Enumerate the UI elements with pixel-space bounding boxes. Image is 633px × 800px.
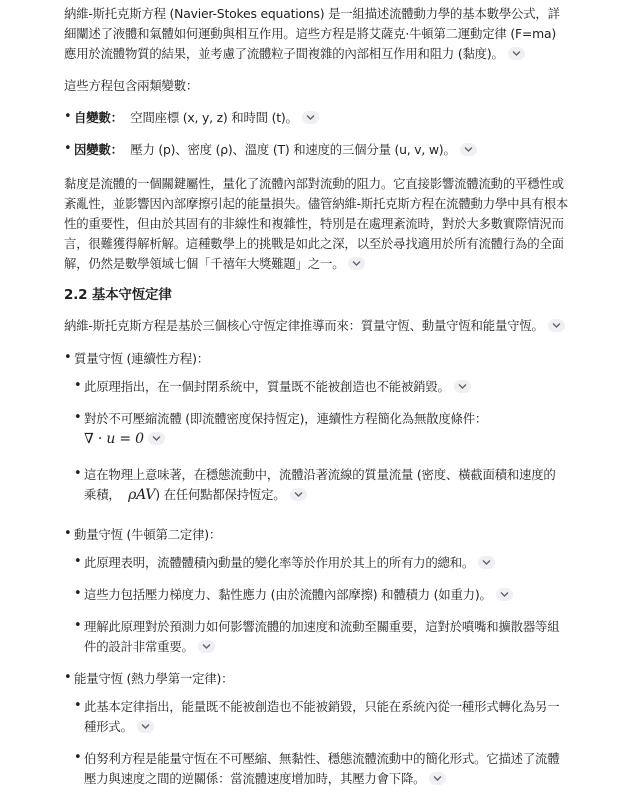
var-text: 空間座標 (x, y, z) 和時間 (t)。 xyxy=(130,110,298,125)
momentum-item xyxy=(84,585,566,605)
var-text: 壓力 (p)、密度 (ρ)、溫度 (T) 和速度的三個分量 (u, v, w)。 xyxy=(130,142,456,157)
conservation-intro xyxy=(64,316,570,336)
chevron-down-icon[interactable] xyxy=(548,319,565,332)
bullet-dot: • xyxy=(64,141,72,156)
var-key: 因變數： xyxy=(74,142,123,157)
var-key: 自變數： xyxy=(74,110,123,125)
bullet-dot: • xyxy=(64,109,72,124)
bullet-dot: • xyxy=(64,670,72,685)
mass-item-text: 此原理指出，在一個封閉系統中，質量既不能被創造也不能被銷毀。 xyxy=(84,379,450,394)
momentum-item-text: 這些力包括壓力梯度力、黏性應力 (由於流體內部摩擦) 和體積力 (如重力)。 xyxy=(84,587,492,602)
intro-text: 納維-斯托克斯方程 (Navier-Stokes equations) 是一組描述流體動力學的基本數學公式，詳細闡述了液體和氣體如何運動與相互作用。這些方程是將艾薩克·牛頓第二運動定律 (F=ma) 應用於流體物質的結果，並考慮了流體粒子間複雜的內部相互作用和阻力 (黏度)。 xyxy=(64,6,560,61)
intro-paragraph xyxy=(64,4,570,64)
momentum-item-text: 此原理表明，流體體積內動量的變化率等於作用於其上的所有力的總和。 xyxy=(84,555,475,570)
energy-item-text: 此基本定律指出，能量既不能被創造也不能被銷毀，只能在系統內從一種形式轉化為另一種形式。 xyxy=(84,699,560,734)
momentum-item-text: 理解此原理對於預測力如何影響流體的加速度和流動至關重要，這對於噴嘴和擴散器等組件的設計非常重要。 xyxy=(84,619,560,654)
independent-variables xyxy=(74,108,564,128)
bullet-dot: • xyxy=(74,750,82,765)
chevron-down-icon[interactable] xyxy=(148,432,165,445)
chevron-down-icon[interactable] xyxy=(496,588,513,601)
chevron-down-icon[interactable] xyxy=(302,111,319,124)
chevron-down-icon[interactable] xyxy=(478,556,495,569)
bullet-dot: • xyxy=(74,698,82,713)
variables-intro: 這些方程包含兩類變數： xyxy=(64,78,199,93)
bullet-dot: • xyxy=(74,554,82,569)
chevron-down-icon[interactable] xyxy=(508,47,525,60)
chevron-down-icon[interactable] xyxy=(454,380,471,393)
mass-item-text: 這在物理上意味著，在穩態流動中，流體沿著流線的質量流量 (密度、橫截面積和速度的乘積， xyxy=(84,467,556,502)
momentum-item xyxy=(84,553,566,573)
bullet-dot: • xyxy=(64,526,72,541)
mass-item-text: ) 在任何點都保持恆定。 xyxy=(155,487,286,502)
momentum-item xyxy=(84,617,566,657)
chevron-down-icon[interactable] xyxy=(348,257,365,270)
viscosity-text: 黏度是流體的一個關鍵屬性，量化了流體內部對流動的阻力。它直接影響流體流動的平穩性或紊亂性，並影響因內部摩擦引起的能量損失。儘管納維-斯托克斯方程在流體動力學中具有根本性的重要性，但由於其固有的非線性和複雜性，特別是在處理紊流時，對於大多數實際情況而言，很難獲得解析解。這種數學上的挑戰是如此之深，以至於尋找適用於所有流體行為的全面解，仍然是數學領域七個「千禧年大獎難題」之一。 xyxy=(64,176,569,271)
bullet-dot: • xyxy=(74,410,82,425)
dependent-variables xyxy=(74,140,564,160)
mass-flow-equation: ρAV xyxy=(128,487,156,503)
momentum-title: 動量守恆 (牛頓第二定律)： xyxy=(74,527,222,542)
mass-item xyxy=(84,465,566,505)
mass-title: 質量守恆 (連續性方程)： xyxy=(74,351,209,366)
bullet-dot: • xyxy=(74,378,82,393)
bullet-dot: • xyxy=(74,618,82,633)
chevron-down-icon[interactable] xyxy=(460,143,477,156)
mass-item xyxy=(84,377,566,397)
conservation-text: 納維-斯托克斯方程是基於三個核心守恆定律推導而來：質量守恆、動量守恆和能量守恆。 xyxy=(64,318,544,333)
viscosity-paragraph xyxy=(64,174,570,274)
bullet-dot: • xyxy=(74,586,82,601)
energy-title: 能量守恆 (熱力學第一定律)： xyxy=(74,671,234,686)
energy-item xyxy=(84,697,566,737)
chevron-down-icon[interactable] xyxy=(429,772,446,785)
bullet-dot: • xyxy=(74,466,82,481)
mass-item xyxy=(84,409,566,449)
mass-item-text: 對於不可壓縮流體 (即流體密度保持恆定)，連續性方程簡化為無散度條件： xyxy=(84,411,488,426)
energy-item xyxy=(84,749,566,789)
chevron-down-icon[interactable] xyxy=(290,488,307,501)
section-heading: 2.2 基本守恆定律 xyxy=(64,287,172,303)
chevron-down-icon[interactable] xyxy=(137,720,154,733)
chevron-down-icon[interactable] xyxy=(198,640,215,653)
energy-item-text: 伯努利方程是能量守恆在不可壓縮、無黏性、穩態流體流動中的簡化形式。它描述了流體壓力與速度之間的逆關係：當流體速度增加時，其壓力會下降。 xyxy=(84,751,560,786)
divergence-equation: ∇ · u = 0 xyxy=(84,431,144,447)
bullet-dot: • xyxy=(64,350,72,365)
